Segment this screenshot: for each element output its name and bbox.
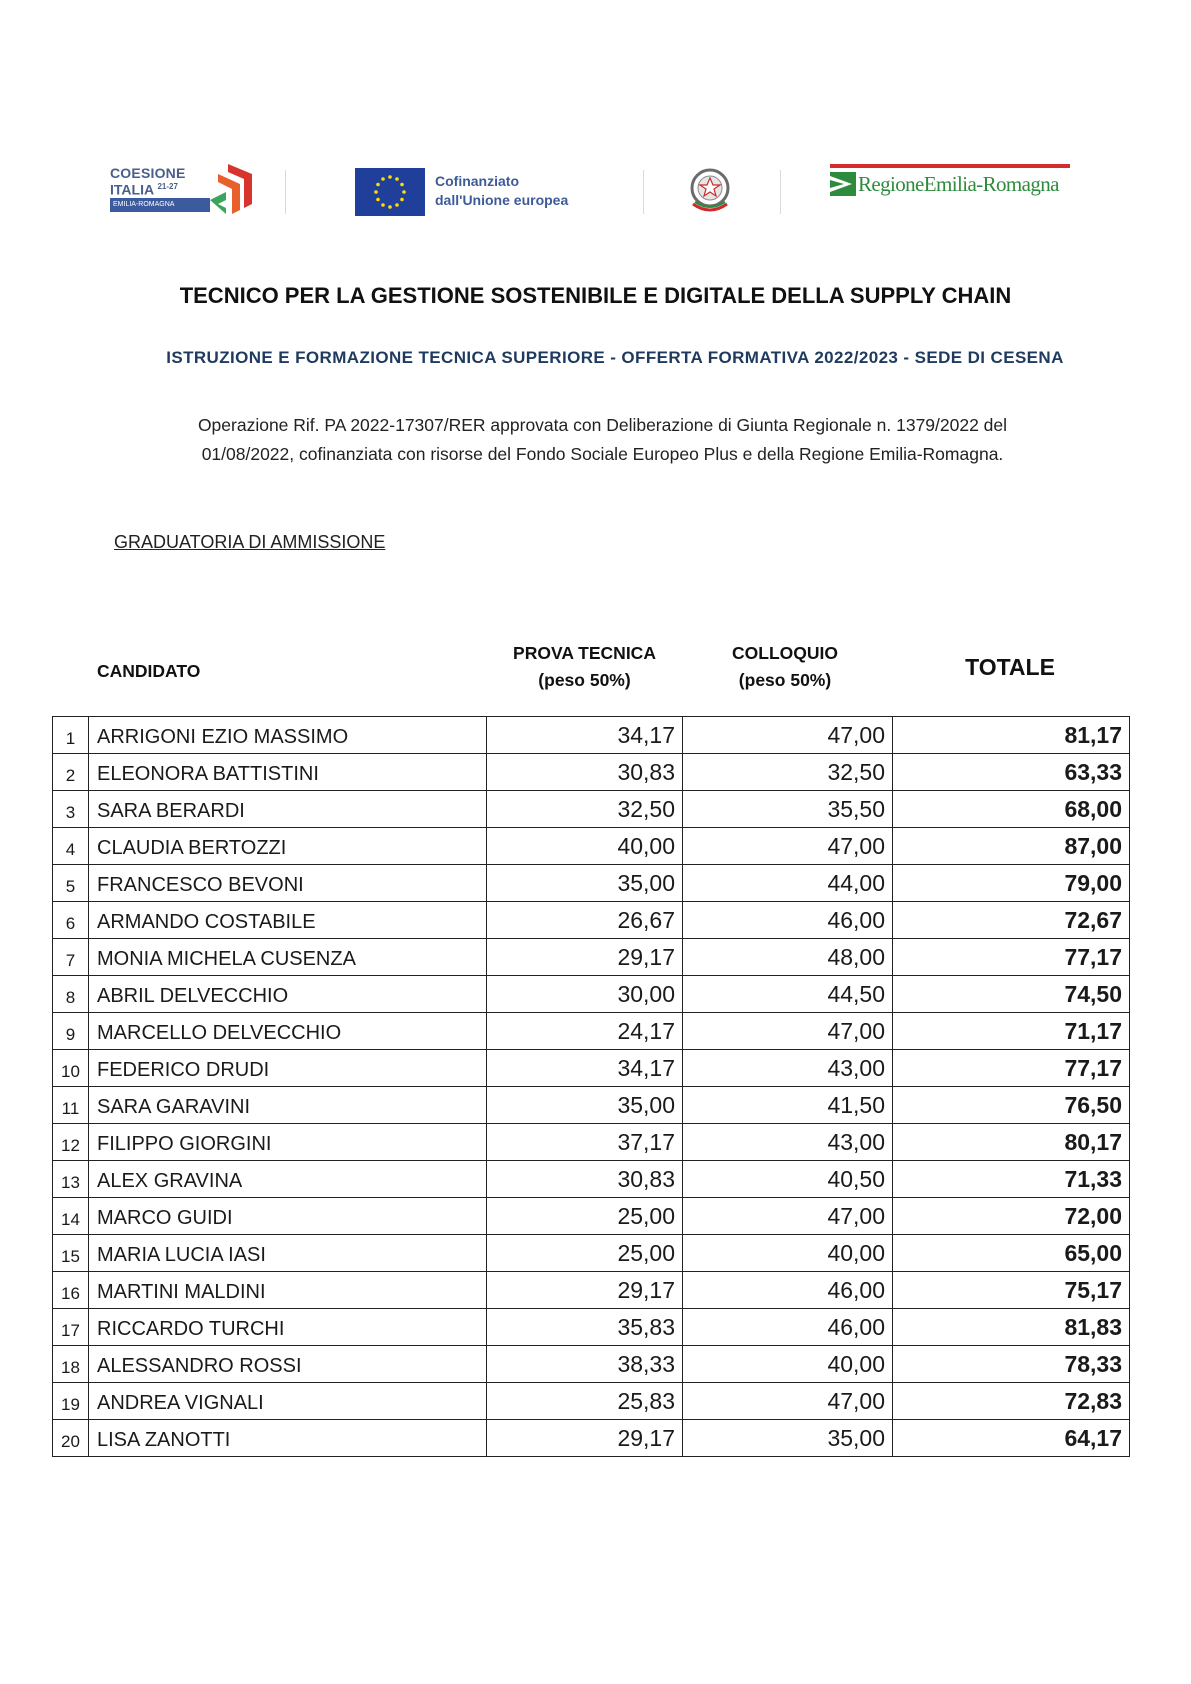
colloquio-score: 46,00 — [683, 902, 893, 939]
row-number: 5 — [53, 865, 89, 902]
row-number: 3 — [53, 791, 89, 828]
header-totale: TOTALE — [965, 654, 1055, 680]
candidate-name: SARA BERARDI — [89, 791, 487, 828]
candidate-name: MARIA LUCIA IASI — [89, 1235, 487, 1272]
emilia-romagna-bar: EMILIA-ROMAGNA — [110, 198, 210, 212]
colloquio-score: 46,00 — [683, 1309, 893, 1346]
eu-cofinanced-text: Cofinanziato dall'Unione europea — [435, 173, 569, 208]
table-row — [53, 754, 1130, 791]
totale-score: 81,83 — [893, 1309, 1130, 1346]
totale-score: 72,83 — [893, 1383, 1130, 1420]
totale-score: 72,67 — [893, 902, 1130, 939]
totale-score: 76,50 — [893, 1087, 1130, 1124]
table-row — [53, 865, 1130, 902]
totale-score: 74,50 — [893, 976, 1130, 1013]
prova-tecnica-score: 25,00 — [487, 1198, 683, 1235]
divider — [285, 170, 286, 214]
prova-tecnica-score: 29,17 — [487, 1272, 683, 1309]
colloquio-score: 40,00 — [683, 1235, 893, 1272]
colloquio-score: 47,00 — [683, 717, 893, 754]
italia-text: ITALIA $^{21-27}$ — [110, 181, 178, 198]
candidate-name: ARRIGONI EZIO MASSIMO — [89, 717, 487, 754]
prova-tecnica-score: 29,17 — [487, 1420, 683, 1457]
colloquio-score: 35,00 — [683, 1420, 893, 1457]
row-number: 8 — [53, 976, 89, 1013]
row-number: 13 — [53, 1161, 89, 1198]
colloquio-score: 43,00 — [683, 1124, 893, 1161]
totale-score: 77,17 — [893, 1050, 1130, 1087]
logo-bar — [110, 160, 1070, 220]
colloquio-score: 35,50 — [683, 791, 893, 828]
colloquio-score: 48,00 — [683, 939, 893, 976]
rer-name: RegioneEmilia-Romagna — [858, 172, 1059, 196]
table-row — [53, 1198, 1130, 1235]
operation-description: Operazione Rif. PA 2022-17307/RER approvata con Deliberazione di Giunta Regionale n. 1379/2022 del 01/08/2022, cofinanziata con risorse del Fondo Sociale Europeo Plus e della Regione Emilia-Romagna. — [197, 415, 1008, 464]
table-row — [53, 1272, 1130, 1309]
candidate-name: RICCARDO TURCHI — [89, 1309, 487, 1346]
table-row — [53, 1346, 1130, 1383]
totale-score: 78,33 — [893, 1346, 1130, 1383]
eu-flag-icon — [355, 168, 425, 216]
eu-cofinanced-logo — [355, 160, 590, 220]
candidate-name: CLAUDIA BERTOZZI — [89, 828, 487, 865]
colloquio-score: 47,00 — [683, 1198, 893, 1235]
candidate-name: ABRIL DELVECCHIO — [89, 976, 487, 1013]
row-number: 10 — [53, 1050, 89, 1087]
table-row — [53, 717, 1130, 754]
colloquio-score: 46,00 — [683, 1272, 893, 1309]
totale-score: 72,00 — [893, 1198, 1130, 1235]
table-row — [53, 1235, 1130, 1272]
prova-tecnica-score: 38,33 — [487, 1346, 683, 1383]
prova-tecnica-score: 34,17 — [487, 717, 683, 754]
candidate-name: ARMANDO COSTABILE — [89, 902, 487, 939]
prova-tecnica-score: 25,00 — [487, 1235, 683, 1272]
colloquio-score: 47,00 — [683, 828, 893, 865]
row-number: 16 — [53, 1272, 89, 1309]
candidate-name: SARA GARAVINI — [89, 1087, 487, 1124]
table-row — [53, 976, 1130, 1013]
prova-tecnica-score: 29,17 — [487, 939, 683, 976]
totale-score: 75,17 — [893, 1272, 1130, 1309]
row-number: 7 — [53, 939, 89, 976]
candidate-name: MONIA MICHELA CUSENZA — [89, 939, 487, 976]
row-number: 18 — [53, 1346, 89, 1383]
totale-score: 71,33 — [893, 1161, 1130, 1198]
prova-tecnica-score: 35,00 — [487, 1087, 683, 1124]
colloquio-score: 40,00 — [683, 1346, 893, 1383]
candidate-name: FEDERICO DRUDI — [89, 1050, 487, 1087]
totale-score: 68,00 — [893, 791, 1130, 828]
row-number: 12 — [53, 1124, 89, 1161]
candidate-name: MARCO GUIDI — [89, 1198, 487, 1235]
colloquio-score: 40,50 — [683, 1161, 893, 1198]
table-row — [53, 1309, 1130, 1346]
prova-tecnica-score: 26,67 — [487, 902, 683, 939]
colloquio-score: 44,50 — [683, 976, 893, 1013]
prova-tecnica-score: 30,00 — [487, 976, 683, 1013]
candidate-name: ALEX GRAVINA — [89, 1161, 487, 1198]
table-row — [53, 1383, 1130, 1420]
regione-emilia-romagna-logo — [830, 160, 1070, 220]
prova-tecnica-score: 30,83 — [487, 1161, 683, 1198]
table-row — [53, 1050, 1130, 1087]
totale-score: 81,17 — [893, 717, 1130, 754]
colloquio-score: 44,00 — [683, 865, 893, 902]
colloquio-score: 32,50 — [683, 754, 893, 791]
row-number: 20 — [53, 1420, 89, 1457]
candidate-name: ELEONORA BATTISTINI — [89, 754, 487, 791]
header-colloquio: COLLOQUIO (peso 50%) — [732, 643, 838, 690]
coesione-italia-logo — [110, 160, 260, 220]
rer-red-line — [830, 164, 1070, 168]
row-number: 6 — [53, 902, 89, 939]
rer-mark-icon — [830, 172, 856, 196]
prova-tecnica-score: 34,17 — [487, 1050, 683, 1087]
graduatoria-label: GRADUATORIA DI AMMISSIONE — [114, 532, 386, 552]
table-row — [53, 1087, 1130, 1124]
totale-score: 71,17 — [893, 1013, 1130, 1050]
candidate-name: MARCELLO DELVECCHIO — [89, 1013, 487, 1050]
prova-tecnica-score: 32,50 — [487, 791, 683, 828]
totale-score: 79,00 — [893, 865, 1130, 902]
candidate-name: FILIPPO GIORGINI — [89, 1124, 487, 1161]
prova-tecnica-score: 37,17 — [487, 1124, 683, 1161]
table-row — [53, 1124, 1130, 1161]
totale-score: 64,17 — [893, 1420, 1130, 1457]
colloquio-score: 47,00 — [683, 1013, 893, 1050]
totale-score: 80,17 — [893, 1124, 1130, 1161]
row-number: 2 — [53, 754, 89, 791]
totale-score: 63,33 — [893, 754, 1130, 791]
table-row — [53, 1013, 1130, 1050]
colloquio-score: 41,50 — [683, 1087, 893, 1124]
prova-tecnica-score: 35,83 — [487, 1309, 683, 1346]
row-number: 4 — [53, 828, 89, 865]
table-row — [53, 828, 1130, 865]
candidate-name: ANDREA VIGNALI — [89, 1383, 487, 1420]
page-title: TECNICO PER LA GESTIONE SOSTENIBILE E DIGITALE DELLA SUPPLY CHAIN — [179, 283, 1012, 308]
header-candidato: CANDIDATO — [97, 661, 201, 681]
prova-tecnica-score: 40,00 — [487, 828, 683, 865]
row-number: 1 — [53, 717, 89, 754]
colloquio-score: 47,00 — [683, 1383, 893, 1420]
totale-score: 77,17 — [893, 939, 1130, 976]
table-row — [53, 1420, 1130, 1457]
divider — [643, 170, 644, 214]
prova-tecnica-score: 24,17 — [487, 1013, 683, 1050]
prova-tecnica-score: 25,83 — [487, 1383, 683, 1420]
row-number: 9 — [53, 1013, 89, 1050]
table-row — [53, 1161, 1130, 1198]
candidate-name: MARTINI MALDINI — [89, 1272, 487, 1309]
candidate-name: FRANCESCO BEVONI — [89, 865, 487, 902]
header-prova-tecnica: PROVA TECNICA (peso 50%) — [513, 643, 656, 690]
colloquio-score: 43,00 — [683, 1050, 893, 1087]
ranking-table — [52, 716, 1130, 1457]
table-row — [53, 939, 1130, 976]
coesione-text: COESIONE — [110, 165, 186, 181]
prova-tecnica-score: 30,83 — [487, 754, 683, 791]
page-subtitle: ISTRUZIONE E FORMAZIONE TECNICA SUPERIORE - OFFERTA FORMATIVA 2022/2023 - SEDE DI CESENA — [166, 348, 1064, 367]
totale-score: 65,00 — [893, 1235, 1130, 1272]
totale-score: 87,00 — [893, 828, 1130, 865]
table-row — [53, 902, 1130, 939]
row-number: 14 — [53, 1198, 89, 1235]
italian-republic-emblem-icon — [685, 160, 735, 220]
table-row — [53, 791, 1130, 828]
row-number: 11 — [53, 1087, 89, 1124]
row-number: 17 — [53, 1309, 89, 1346]
divider — [780, 170, 781, 214]
prova-tecnica-score: 35,00 — [487, 865, 683, 902]
row-number: 19 — [53, 1383, 89, 1420]
row-number: 15 — [53, 1235, 89, 1272]
candidate-name: ALESSANDRO ROSSI — [89, 1346, 487, 1383]
coesione-arrows-icon — [208, 160, 260, 216]
candidate-name: LISA ZANOTTI — [89, 1420, 487, 1457]
